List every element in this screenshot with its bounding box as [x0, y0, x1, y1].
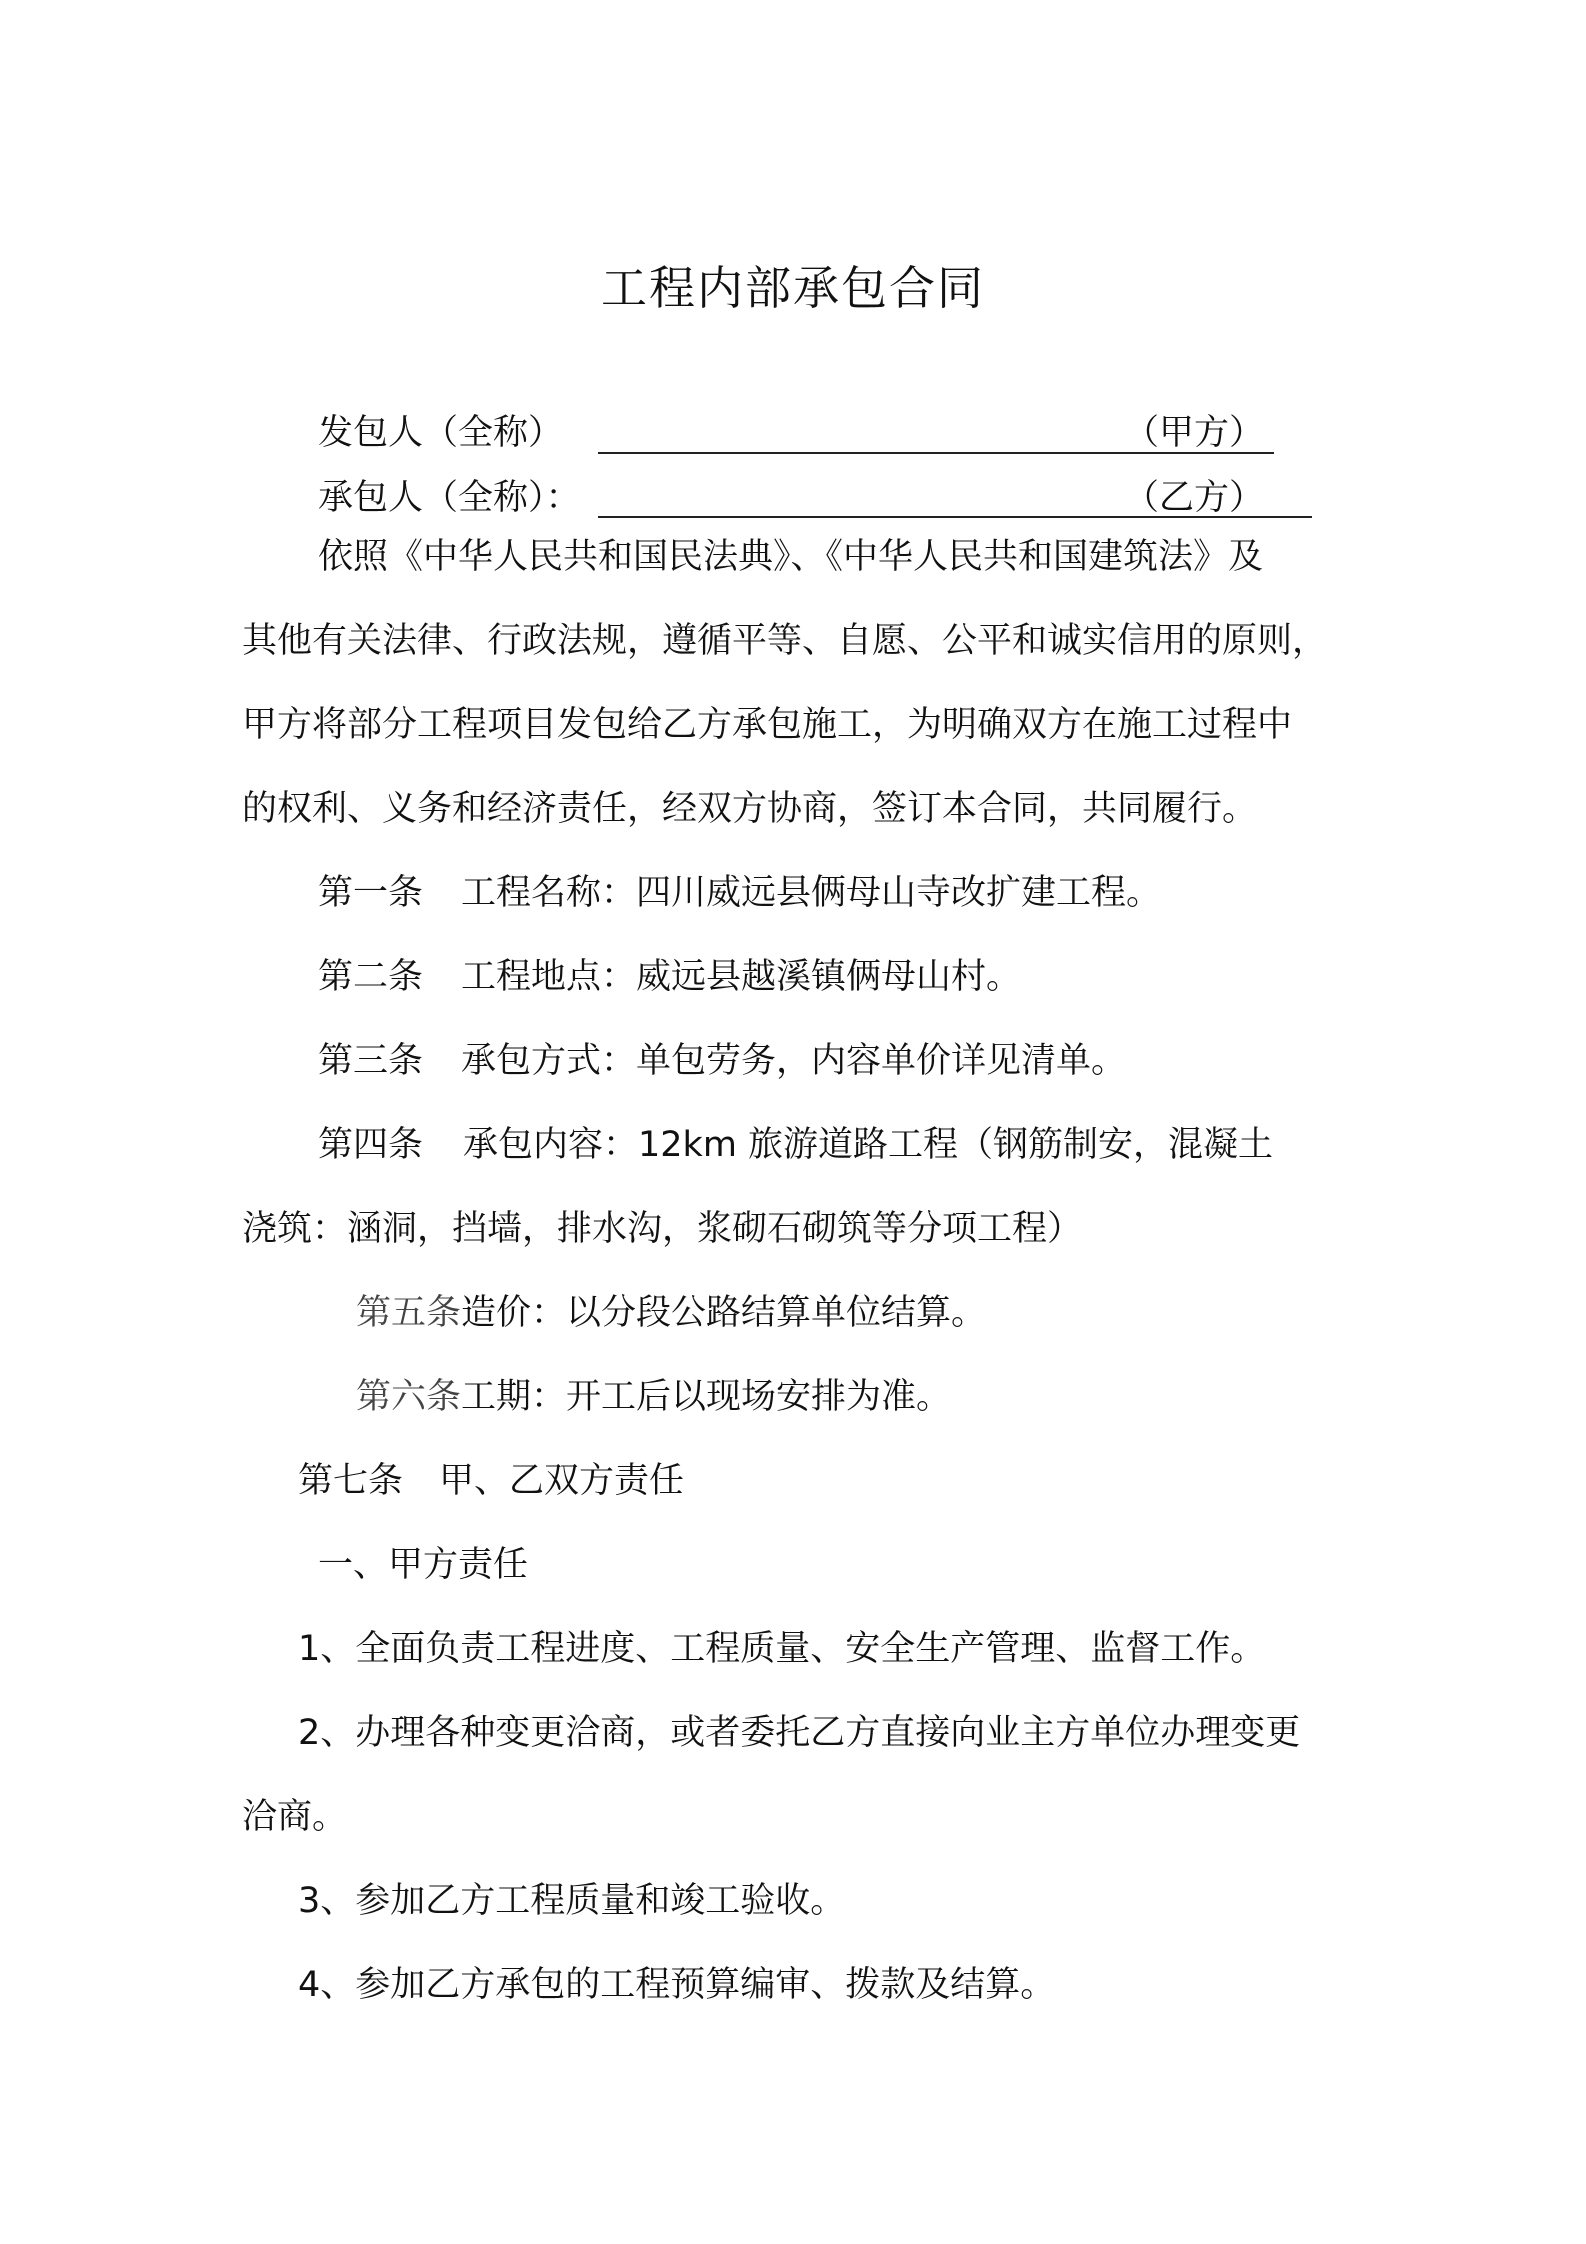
preamble-line-4: 的权利、义务和经济责任，经双方协商，签订本合同，共同履行。: [242, 789, 1258, 829]
party-b-suffix: （乙方）: [1124, 478, 1265, 518]
article-3-number: 第三条: [318, 1041, 424, 1081]
article-3-text: 承包方式：单包劳务，内容单价详见清单。: [461, 1041, 1127, 1081]
article-5: [356, 1293, 987, 1333]
article-7-number: 第七条: [298, 1461, 404, 1501]
article-2-text: 工程地点：威远县越溪镇俩母山村。: [461, 957, 1022, 997]
article-7-text: 甲、乙双方责任: [439, 1461, 685, 1501]
preamble-line-2: 其他有关法律、行政法规，遵循平等、自愿、公平和诚实信用的原则，: [242, 621, 1328, 661]
party-b-label: 承包人（全称）：: [318, 478, 581, 518]
party-a-suffix: （甲方）: [1124, 413, 1265, 453]
article-2-number: 第二条: [318, 957, 424, 997]
article-1: [318, 873, 1162, 913]
article-1-text: 工程名称：四川威远县俩母山寺改扩建工程。: [461, 873, 1162, 913]
article-7: [298, 1461, 685, 1501]
section-heading-party-a: 一、甲方责任: [318, 1545, 529, 1585]
article-5-number: 第五条: [356, 1293, 462, 1333]
article-4-continuation: 浇筑：涵洞，挡墙，排水沟，浆砌石砌筑等分项工程）: [242, 1209, 1083, 1249]
article-3: [318, 1041, 1127, 1081]
list-item: 4、参加乙方承包的工程预算编审、拨款及结算。: [298, 1965, 1056, 2005]
article-6: [356, 1377, 952, 1417]
article-2: [318, 957, 1022, 997]
article-5-text: 造价：以分段公路结算单位结算。: [461, 1293, 987, 1333]
list-item: 1、全面负责工程进度、工程质量、安全生产管理、监督工作。: [298, 1629, 1266, 1669]
article-6-number: 第六条: [356, 1377, 462, 1417]
preamble-line-3: 甲方将部分工程项目发包给乙方承包施工，为明确双方在施工过程中: [242, 705, 1293, 745]
list-item: 3、参加乙方工程质量和竣工验收。: [298, 1881, 846, 1921]
page-title: 工程内部承包合同: [601, 261, 985, 315]
list-item-continuation: 洽商。: [242, 1797, 348, 1837]
article-1-number: 第一条: [318, 873, 424, 913]
party-a-label: 发包人（全称）: [318, 413, 564, 453]
article-4: [318, 1125, 1274, 1165]
preamble-line-1: 依照《中华人民共和国民法典》、《中华人民共和国建筑法》及: [318, 537, 1264, 577]
article-4-text: 承包内容：12km 旅游道路工程（钢筋制安，混凝土: [463, 1125, 1274, 1165]
list-item: 2、办理各种变更洽商，或者委托乙方直接向业主方单位办理变更: [298, 1713, 1301, 1753]
article-4-number: 第四条: [318, 1125, 424, 1165]
article-6-text: 工期：开工后以现场安排为准。: [461, 1377, 952, 1417]
